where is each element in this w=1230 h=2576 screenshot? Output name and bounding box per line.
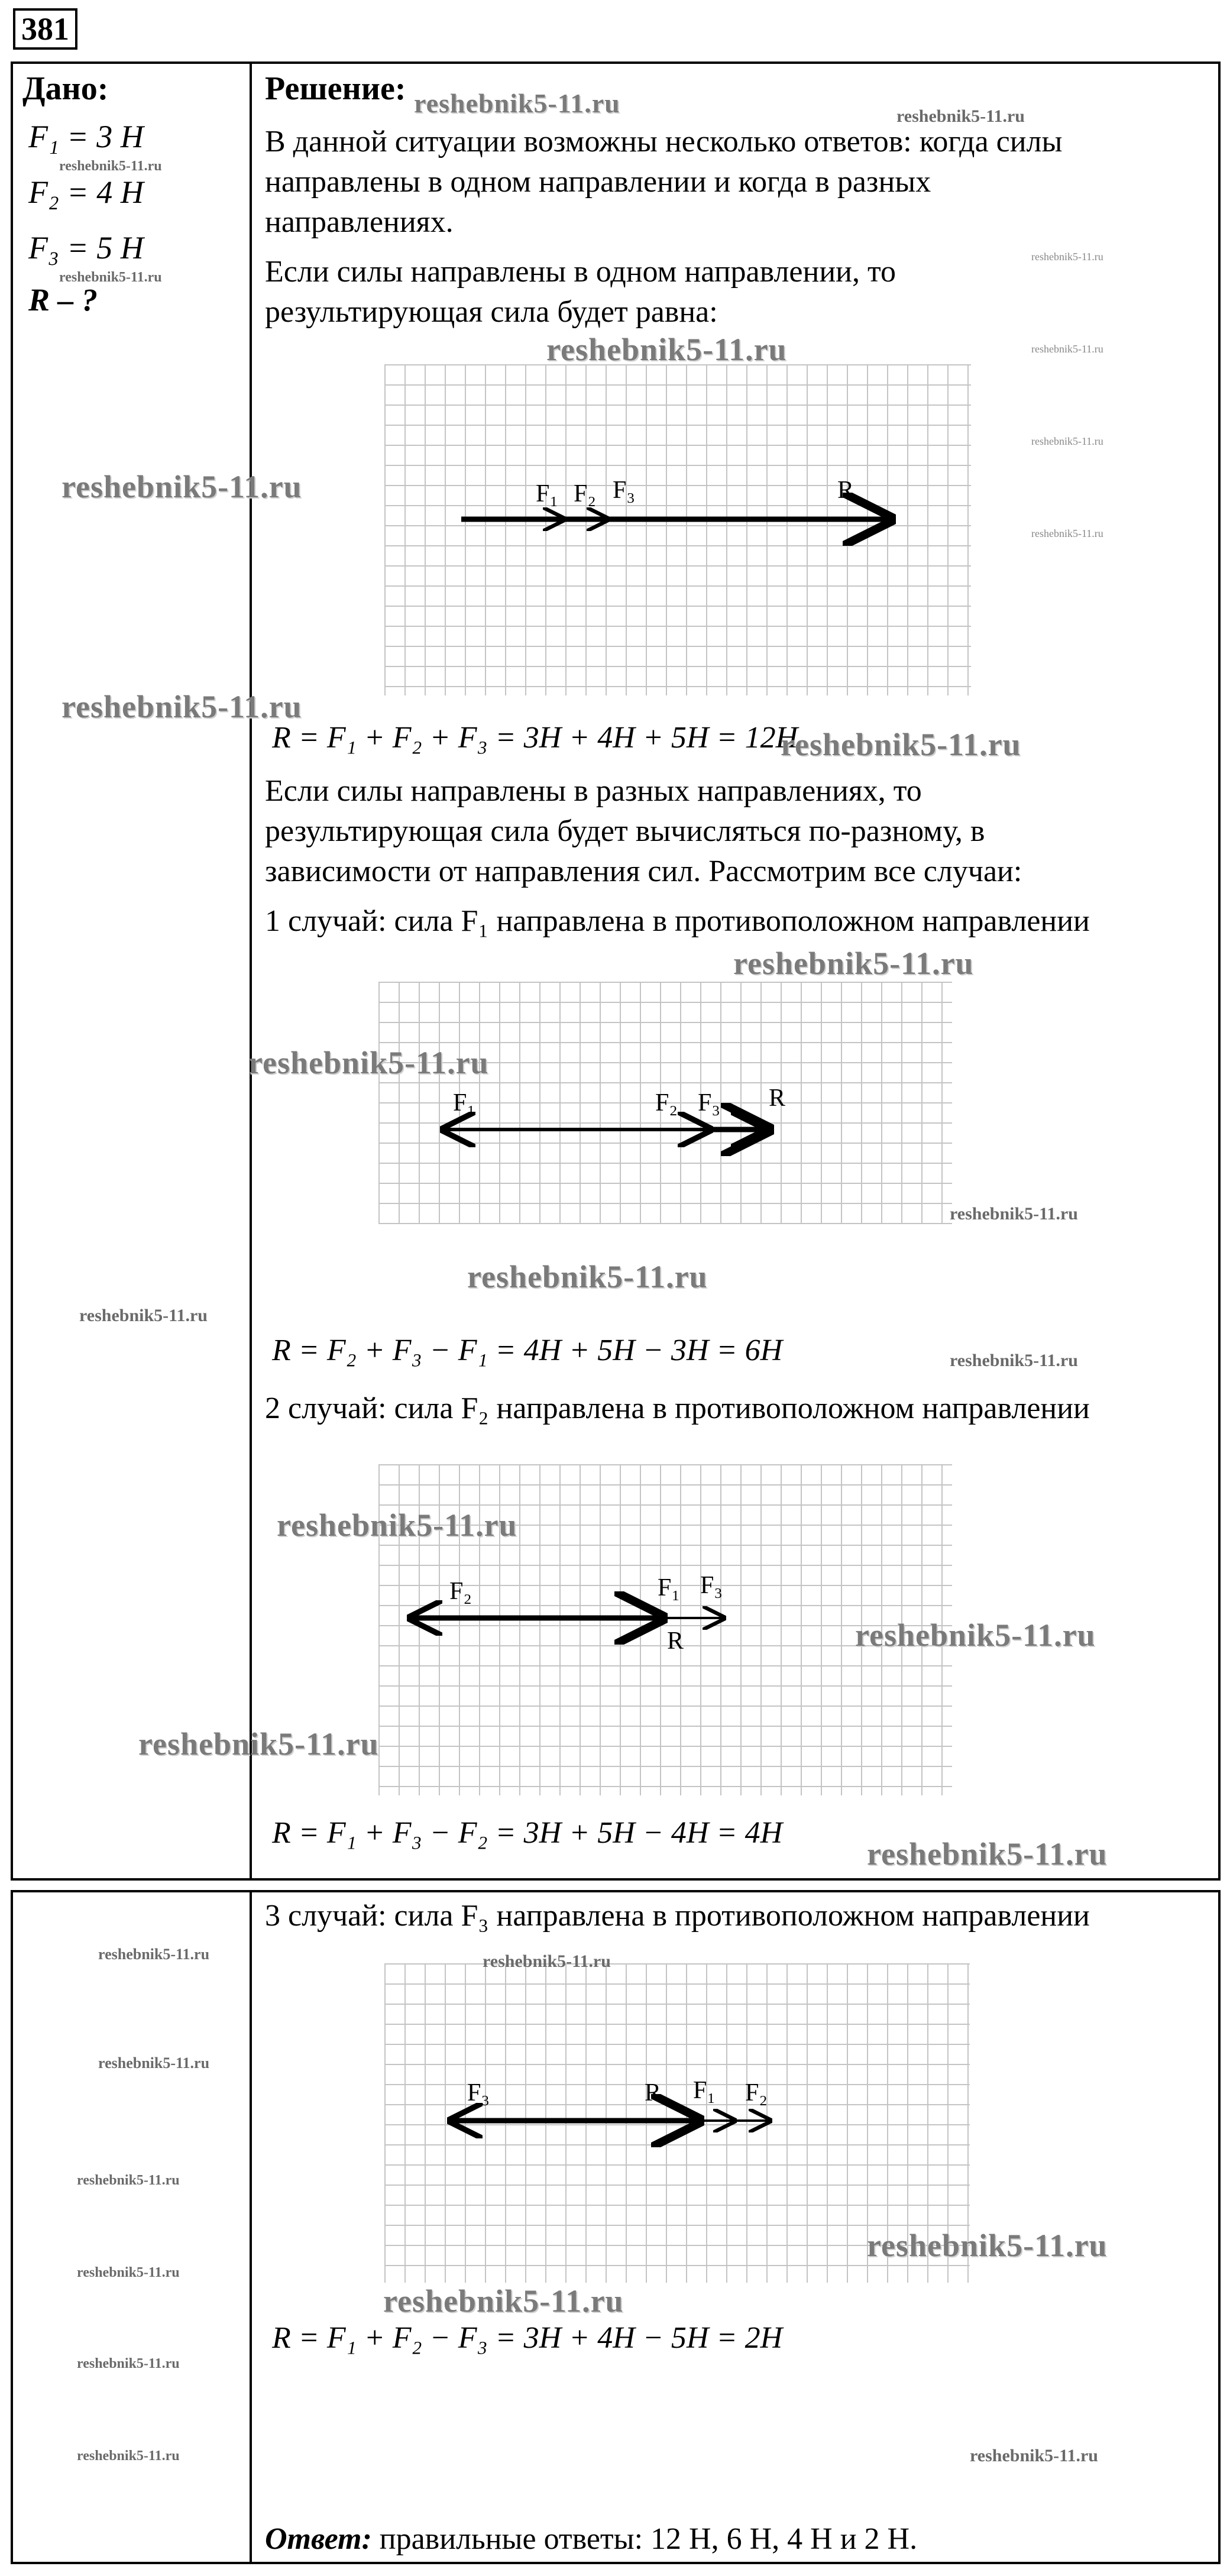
watermark: reshebnik5-11.ru <box>855 1617 1096 1653</box>
d4-r-label: R <box>645 2079 662 2106</box>
watermark: reshebnik5-11.ru <box>77 2448 180 2464</box>
d1-f1-label: F₁ <box>536 480 559 507</box>
d3-r-label: R <box>667 1627 684 1655</box>
answer <box>265 2522 917 2556</box>
table-1-divider <box>250 62 252 1881</box>
d3-f2-label: F₂ <box>449 1578 472 1605</box>
watermark: reshebnik5-11.ru <box>77 2265 180 2280</box>
d1-f2-label: F₂ <box>574 480 597 507</box>
watermark: reshebnik5-11.ru <box>970 2446 1098 2465</box>
watermark: reshebnik5-11.ru <box>98 2054 210 2072</box>
d1-f3-label: F₃ <box>613 477 636 504</box>
watermark: reshebnik5-11.ru <box>781 727 1021 762</box>
d4-f2-label: F₂ <box>745 2079 768 2106</box>
watermark: reshebnik5-11.ru <box>546 332 787 367</box>
watermark: reshebnik5-11.ru <box>59 270 162 285</box>
d4-f3-label: F₃ <box>467 2079 490 2106</box>
diagram-2 <box>378 982 952 1224</box>
watermark: reshebnik5-11.ru <box>248 1045 489 1080</box>
watermark: reshebnik5-11.ru <box>138 1726 379 1762</box>
watermark: reshebnik5-11.ru <box>867 2228 1108 2263</box>
d1-r-label: R <box>837 477 854 504</box>
intro-line-1: В данной ситуации возможны несколько ответов: когда силы <box>265 125 1063 158</box>
watermark: reshebnik5-11.ru <box>277 1507 517 1543</box>
formula-case-1: R = F₂ + F₃ − F₁ = 4H + 5H − 3H = 6H <box>272 1334 783 1367</box>
intro-line-2: направлены в одном направлении и когда в разных <box>265 165 931 199</box>
watermark: reshebnik5-11.ru <box>483 1952 611 1971</box>
diff-dir-line-1: Если силы направлены в разных направлениях, то <box>265 774 922 808</box>
solution-label: Решение: <box>265 70 406 107</box>
given-label: Дано: <box>22 70 109 107</box>
case-3-heading: 3 случай: сила F₃ направлена в противоположном направлении <box>265 1899 1090 1933</box>
watermark: reshebnik5-11.ru <box>77 2356 180 2371</box>
formula-case-3: R = F₁ + F₂ − F₃ = 3H + 4H − 5H = 2H <box>272 2321 783 2355</box>
watermark: reshebnik5-11.ru <box>1031 435 1103 447</box>
diff-dir-line-3: зависимости от направления сил. Рассмотрим все случаи: <box>265 855 1022 888</box>
case-1-heading: 1 случай: сила F₁ направлена в противоположном направлении <box>265 904 1090 938</box>
answer-text: правильные ответы: 12 Н, 6 Н, 4 Н и 2 Н. <box>371 2522 918 2556</box>
same-dir-line-2: результирующая сила будет равна: <box>265 295 718 329</box>
watermark: reshebnik5-11.ru <box>867 1836 1108 1872</box>
watermark: reshebnik5-11.ru <box>896 106 1025 126</box>
diff-dir-line-2: результирующая сила будет вычисляться по-разному, в <box>265 814 985 848</box>
watermark: reshebnik5-11.ru <box>1031 343 1103 355</box>
watermark: reshebnik5-11.ru <box>383 2283 624 2319</box>
d2-f1-label: F₁ <box>453 1089 476 1117</box>
watermark: reshebnik5-11.ru <box>62 469 302 504</box>
problem-number: 381 <box>13 8 77 50</box>
table-2-divider <box>250 1890 252 2564</box>
d3-f3-label: F₃ <box>700 1572 723 1599</box>
watermark: reshebnik5-11.ru <box>950 1351 1078 1370</box>
formula-case-2: R = F₁ + F₃ − F₂ = 3H + 5H − 4H = 4H <box>272 1816 783 1850</box>
given-f1: F₁ = 3 Н <box>28 119 144 154</box>
watermark: reshebnik5-11.ru <box>59 158 162 174</box>
d2-f2-label: F₂ <box>655 1089 678 1117</box>
d3-f1-label: F₁ <box>658 1574 681 1601</box>
watermark: reshebnik5-11.ru <box>1031 251 1103 263</box>
intro-line-3: направлениях. <box>265 205 454 239</box>
answer-label: Ответ: <box>265 2522 372 2556</box>
watermark: reshebnik5-11.ru <box>62 689 302 724</box>
d4-f1-label: F₁ <box>693 2077 716 2104</box>
watermark: reshebnik5-11.ru <box>1031 528 1103 539</box>
same-dir-line-1: Если силы направлены в одном направлении, то <box>265 255 896 289</box>
given-f3: F₃ = 5 Н <box>28 230 144 266</box>
watermark: reshebnik5-11.ru <box>98 1946 210 1963</box>
watermark: reshebnik5-11.ru <box>79 1306 208 1325</box>
case-2-heading: 2 случай: сила F₂ направлена в противоположном направлении <box>265 1391 1090 1425</box>
watermark: reshebnik5-11.ru <box>414 88 620 118</box>
watermark: reshebnik5-11.ru <box>950 1204 1078 1224</box>
watermark: reshebnik5-11.ru <box>467 1259 708 1295</box>
watermark: reshebnik5-11.ru <box>77 2173 180 2188</box>
given-f2: F₂ = 4 Н <box>28 174 144 210</box>
d2-r-label: R <box>769 1085 786 1112</box>
d2-f3-label: F₃ <box>698 1089 721 1117</box>
watermark: reshebnik5-11.ru <box>733 946 974 981</box>
diagram-1 <box>384 364 971 695</box>
formula-same-direction: R = F₁ + F₂ + F₃ = 3H + 4H + 5H = 12H <box>272 721 798 755</box>
given-unknown: R – ? <box>28 282 98 318</box>
